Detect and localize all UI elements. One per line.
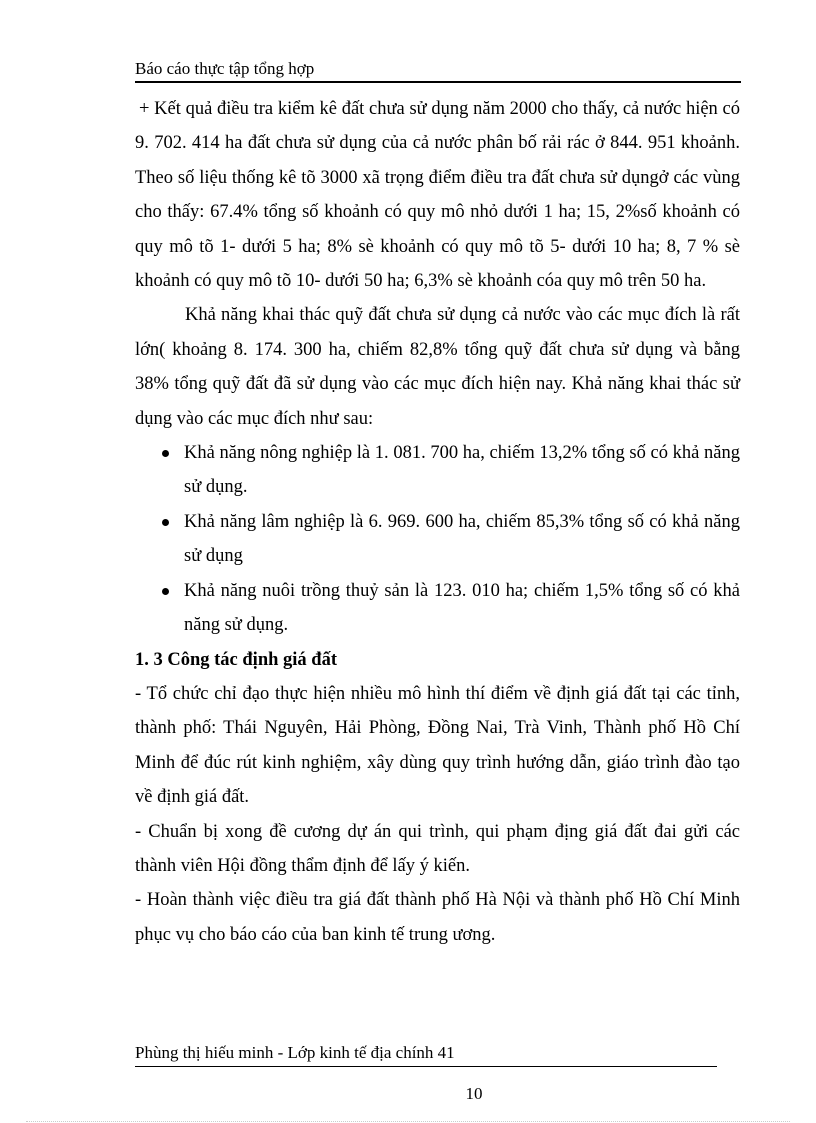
page-edge-divider	[26, 1121, 790, 1122]
bullet-icon	[162, 519, 169, 526]
page-footer: Phùng thị hiếu minh - Lớp kinh tế địa chính 41	[135, 1042, 717, 1067]
dash-item: - Chuẩn bị xong đề cương dự án qui trình, qui phạm địng giá đất đai gửi các thành viên Hội đồng thẩm định để lấy ý kiến.	[135, 821, 740, 876]
list-item	[135, 436, 740, 505]
dash-item: - Hoàn thành việc điều tra giá đất thành phố Hà Nội và thành phố Hồ Chí Minh phục vụ cho báo cáo của ban kinh tế trung ương.	[135, 890, 740, 945]
page-number: 10	[465, 1084, 483, 1103]
list-item-text: Khả năng nông nghiệp là 1. 081. 700 ha, chiếm 13,2% tổng số có khả năng sử dụng.	[184, 443, 740, 498]
list-item	[135, 505, 740, 574]
list-item-text: Khả năng lâm nghiệp là 6. 969. 600 ha, chiếm 85,3% tổng số có khả năng sử dụng	[184, 511, 740, 567]
main-content	[135, 92, 740, 952]
section-heading: 1. 3 Công tác định giá đất	[135, 649, 337, 670]
page-header: Báo cáo thực tập tổng hợp	[135, 58, 741, 83]
paragraph-exploitation-capacity: Khả năng khai thác quỹ đất chưa sử dụng cả nước vào các mục đích là rất lớn( khoảng 8. 174. 300 ha, chiếm 82,8% tổng quỹ đất chưa sử dụng và bằng 38% tổng quỹ đất đã sử dụng vào các mục đích hiện nay. Khả năng khai thác sử dụng vào các mục đích như sau:	[135, 305, 740, 429]
list-item-text: Khả năng nuôi trồng thuỷ sản là 123. 010 ha; chiếm 1,5% tổng số có khả năng sử dụng.	[184, 580, 740, 636]
bullet-icon	[162, 588, 169, 595]
list-item	[135, 574, 740, 643]
bullet-icon	[162, 450, 169, 457]
paragraph-survey-results: + Kết quả điều tra kiểm kê đất chưa sử dụng năm 2000 cho thấy, cả nước hiện có 9. 702. 414 ha đất chưa sử dụng của cả nước phân bố rải rác ở 844. 951 khoảnh. Theo số liệu thống kê tõ 3000 xã trọng điểm điều tra đất chưa sử dụngở các vùng cho thấy: 67.4% tổng số khoảnh có quy mô nhỏ dưới 1 ha; 15, 2%số khoảnh có quy mô tõ 1- dưới 5 ha; 8% sè khoảnh có quy mô tõ 5- dưới 10 ha; 8, 7 % sè khoảnh có quy mô tõ 10- dưới 50 ha; 6,3% sè khoảnh cóa quy mô trên 50 ha.	[135, 99, 740, 292]
dash-item: - Tổ chức chỉ đạo thực hiện nhiều mô hình thí điểm về định giá đất tại các tỉnh, thành phố: Thái Nguyên, Hải Phòng, Đồng Nai, Trà Vinh, Thành phố Hồ Chí Minh để đúc rút kinh nghiệm, xây dùng quy trình hướng dẫn, giáo trình đào tạo về định giá đất.	[135, 683, 740, 808]
capacity-bullet-list	[135, 436, 740, 642]
